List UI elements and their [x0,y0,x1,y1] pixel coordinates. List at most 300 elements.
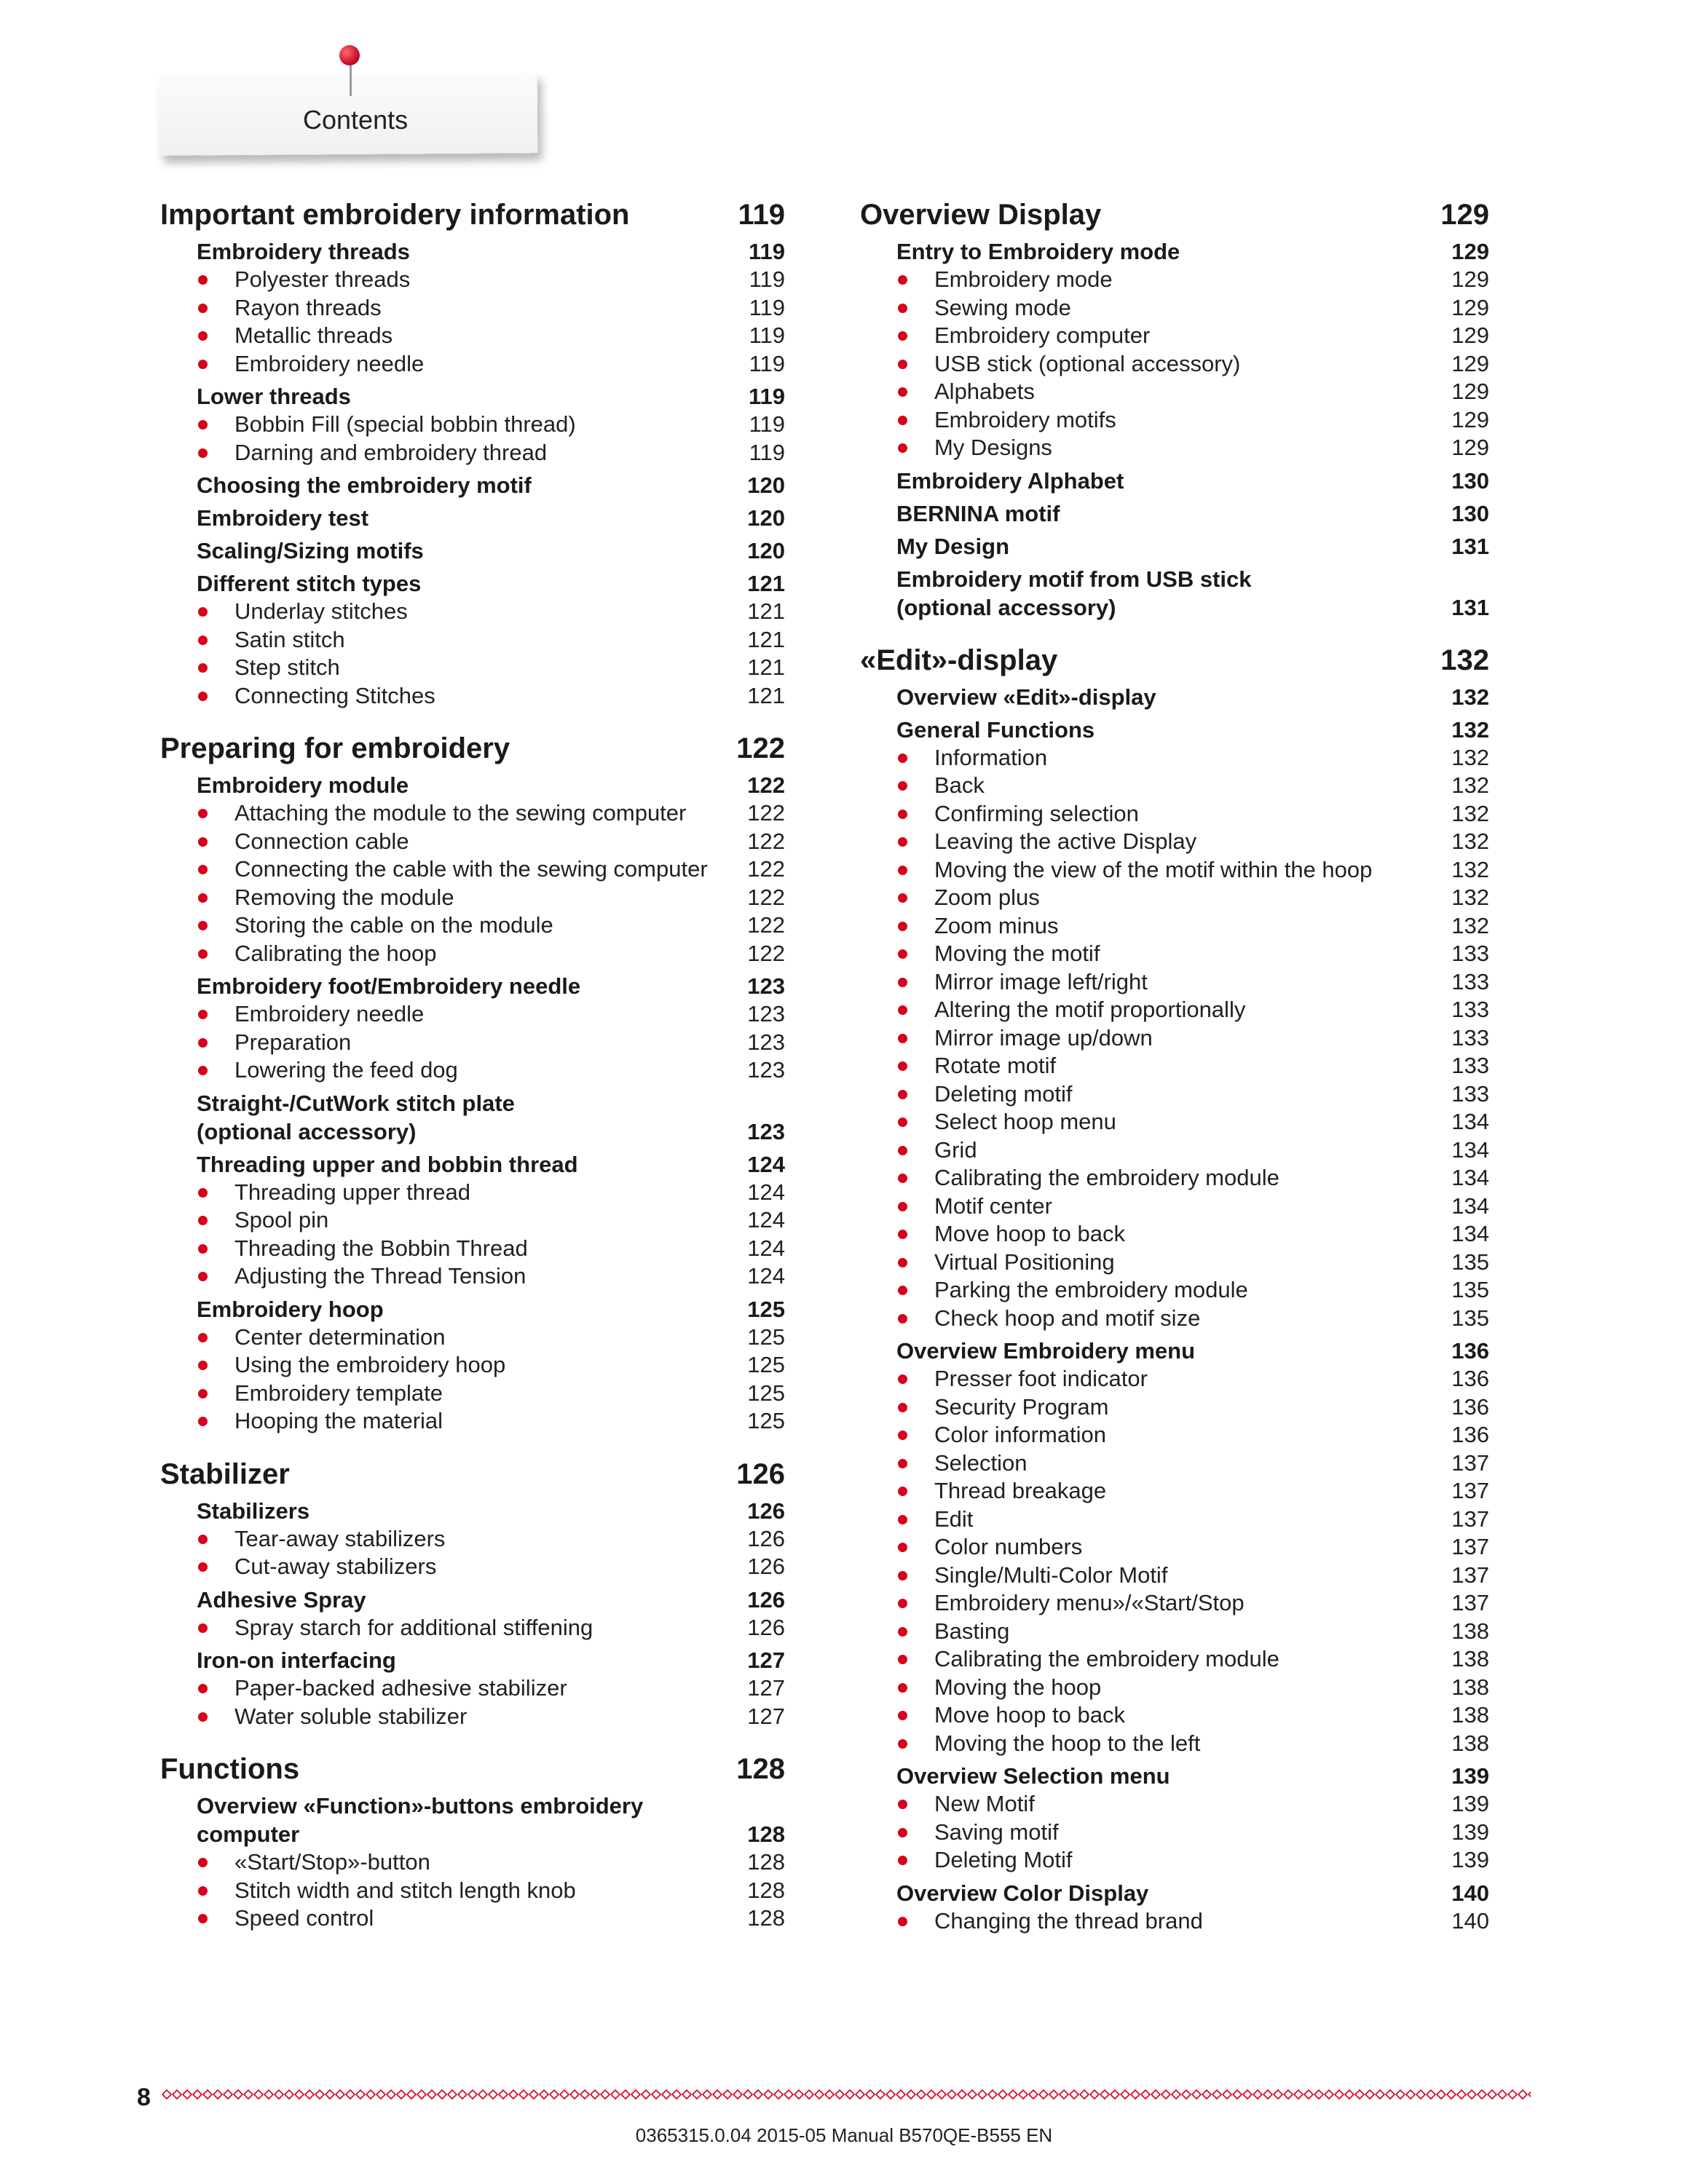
toc-entry[interactable] [197,654,785,682]
entry-text: Stitch width and stitch length knob [234,1877,576,1903]
subsection-title: Embroidery module [197,772,409,798]
bullet-icon [198,809,208,818]
toc-entry[interactable] [896,1164,1489,1192]
toc-entry[interactable] [896,1618,1489,1646]
toc-entry[interactable] [197,1904,785,1933]
toc-entry[interactable] [896,322,1489,350]
toc-entry[interactable] [896,434,1489,462]
bullet-icon [898,753,907,763]
entry-label [197,411,576,439]
entry-text: Paper-backed adhesive stabilizer [234,1675,567,1701]
toc-entry[interactable] [197,911,785,940]
toc-entry[interactable] [197,1351,785,1380]
entry-label [197,1407,443,1436]
entry-page: 134 [1451,1192,1489,1219]
toc-entry[interactable] [896,1701,1489,1730]
entry-page: 137 [1451,1478,1489,1503]
toc-subsection [197,1089,785,1146]
subsection-title: Embroidery Alphabet [896,467,1124,494]
subsection-heading[interactable] [197,1586,785,1614]
bullet-icon [898,837,907,847]
toc-subsection [197,972,785,1085]
entry-page: 136 [1451,1366,1489,1391]
bullet-icon [198,1188,208,1198]
bullet-icon [198,837,208,847]
entry-label [896,1249,1115,1277]
toc-entry[interactable] [197,322,785,350]
subsection-page: 119 [748,239,785,264]
toc-subsection [197,1497,785,1581]
toc-entry[interactable] [896,856,1489,885]
bullet-icon [898,1286,907,1295]
toc-entry[interactable] [197,598,785,626]
toc-entry[interactable] [197,1525,785,1554]
toc-entry[interactable] [197,940,785,968]
entry-label [197,1703,467,1731]
bullet-icon [198,304,208,313]
entry-text: Color numbers [934,1534,1083,1559]
subsection-page: 139 [1451,1763,1489,1789]
toc-entry[interactable] [896,1192,1489,1221]
entry-label [896,350,1240,379]
entry-label [896,1819,1059,1847]
entry-label [896,1645,1279,1674]
entry-text: Calibrating the hoop [234,940,437,966]
toc-entry[interactable] [197,1877,785,1905]
toc-entry[interactable] [896,1562,1489,1590]
bullet-icon [198,1886,208,1896]
entry-page: 134 [1451,1109,1489,1134]
subsection-title: Iron-on interfacing [197,1647,396,1673]
subsection-heading[interactable] [896,716,1489,744]
entry-page: 134 [1451,1165,1489,1190]
entry-page: 123 [747,1001,785,1026]
bullet-icon [898,387,907,397]
subsection-page: 129 [1451,239,1489,264]
subsection-heading[interactable] [896,1337,1489,1365]
toc-entry[interactable] [896,1052,1489,1080]
bullet-icon [198,275,208,285]
entry-label [197,1206,328,1235]
toc-entry[interactable] [197,799,785,828]
entry-text: Single/Multi-Color Motif [934,1562,1168,1588]
subsection-heading[interactable] [896,683,1489,711]
subsection-page: 140 [1451,1880,1489,1906]
subsection-title: Embroidery motif from USB stick (optional accessory) [896,566,1252,620]
toc-entry[interactable] [896,1393,1489,1422]
entry-label [197,1262,526,1291]
entry-text: Center determination [234,1324,446,1350]
toc-entry[interactable] [197,1029,785,1057]
toc-entry[interactable] [197,884,785,912]
bullet-icon [898,1403,907,1412]
toc-entry[interactable] [896,1305,1489,1333]
entry-page: 129 [1451,294,1489,320]
entry-page: 136 [1451,1422,1489,1447]
entry-label [896,378,1035,406]
toc-subsection [197,471,785,499]
toc-entry[interactable] [896,940,1489,968]
toc-entry[interactable] [896,1533,1489,1562]
entry-text: Zoom minus [934,912,1059,938]
bullet-icon [898,949,907,959]
section-page: 122 [736,732,785,764]
entry-label [896,1393,1108,1422]
entry-page: 128 [747,1905,785,1931]
toc-section [160,1751,785,1933]
entry-page: 126 [747,1554,785,1579]
subsection-heading[interactable] [896,1762,1489,1790]
entry-page: 133 [1451,997,1489,1022]
entry-text: Changing the thread brand [934,1907,1203,1934]
toc-entry[interactable] [197,855,785,884]
subsection-page: 122 [747,772,785,798]
subsection-title: Entry to Embroidery mode [896,239,1180,264]
bullet-icon [198,1272,208,1281]
toc-entry[interactable] [896,968,1489,997]
entry-text: Parking the embroidery module [934,1277,1248,1302]
subsection-heading[interactable] [896,1879,1489,1907]
bullet-icon [898,1711,907,1720]
entry-page: 119 [749,266,785,292]
toc-subsection [896,499,1489,528]
toc-section [160,197,785,710]
subsection-heading[interactable] [197,1792,785,1848]
entry-page: 136 [1451,1393,1489,1420]
entry-text: Motif center [934,1192,1052,1219]
toc-entry[interactable] [896,828,1489,856]
entry-text: Deleting Motif [934,1847,1073,1872]
subsection-page: 132 [1451,716,1489,743]
bullet-icon [898,922,907,931]
subsection-heading[interactable] [197,771,785,799]
bullet-icon [898,360,907,369]
entry-page: 126 [747,1525,785,1551]
toc-entry[interactable] [896,266,1489,294]
entry-text: Embroidery template [234,1380,443,1406]
toc-entry[interactable] [197,1674,785,1703]
toc-entry[interactable] [197,294,785,323]
subsection-heading[interactable] [197,1150,785,1179]
toc-entry[interactable] [896,884,1489,912]
entry-text: Calibrating the embroidery module [934,1646,1279,1671]
section-page: 128 [736,1753,785,1785]
bullet-icon [198,607,208,617]
toc-subsection [197,1586,785,1642]
subsection-heading[interactable] [197,237,785,266]
bullet-icon [898,1856,907,1865]
entry-label [197,911,553,940]
toc-entry[interactable] [197,350,785,379]
toc-entry[interactable] [896,912,1489,941]
entry-label [896,1449,1028,1478]
subsection-heading[interactable] [896,467,1489,495]
entry-label [896,1136,977,1165]
toc-entry[interactable] [896,1819,1489,1847]
entry-text: Rotate motif [934,1053,1057,1078]
page-number: 8 [137,2084,151,2111]
bullet-icon [898,1571,907,1580]
entry-text: Embroidery menu»/«Start/Stop [934,1590,1245,1615]
toc-entry[interactable] [197,266,785,294]
entry-text: Leaving the active Display [934,828,1197,854]
toc-subsection [896,683,1489,711]
toc-entry[interactable] [896,1136,1489,1165]
entry-label [896,1562,1167,1590]
entry-text: Zoom plus [934,885,1040,910]
toc-entry[interactable] [896,1249,1489,1277]
entry-text: Storing the cable on the module [234,912,553,938]
subsection-page: 131 [1451,533,1489,559]
toc-entry[interactable] [197,1056,785,1085]
entry-label [197,1553,436,1581]
subsection-page: 123 [747,973,785,999]
subsection-title: Threading upper and bobbin thread [197,1151,578,1177]
toc-entry[interactable] [197,1000,785,1029]
entry-text: New Motif [934,1791,1035,1816]
entry-page: 133 [1451,941,1489,966]
subsection-page: 128 [747,1821,785,1847]
toc-section [160,730,785,1436]
entry-label [197,1324,446,1352]
toc-entry[interactable] [896,1080,1489,1109]
entry-label [197,1235,528,1263]
bullet-icon [898,1487,907,1496]
entry-page: 138 [1451,1702,1489,1728]
entry-page: 133 [1451,1024,1489,1051]
bullet-icon [898,1828,907,1837]
toc-entry[interactable] [197,411,785,439]
subsection-heading[interactable] [896,499,1489,528]
subsection-heading[interactable] [197,1497,785,1525]
toc-entry[interactable] [896,1846,1489,1875]
subsection-heading[interactable] [197,471,785,499]
toc-right-column [860,197,1489,1955]
entry-page: 138 [1451,1618,1489,1644]
subsection-heading[interactable] [197,1646,785,1674]
entry-text: Embroidery mode [934,266,1113,292]
toc-entry[interactable] [896,1506,1489,1534]
subsection-heading[interactable] [197,504,785,532]
section-heading[interactable] [160,730,785,767]
toc-entry[interactable] [896,1730,1489,1758]
entry-label [197,940,436,968]
toc-entry[interactable] [197,626,785,654]
toc-entry[interactable] [896,1645,1489,1674]
bullet-icon [898,866,907,875]
bullet-icon [198,1010,208,1019]
toc-entry[interactable] [197,1380,785,1408]
entry-label [896,884,1040,912]
toc-entry[interactable] [197,1553,785,1581]
entry-page: 134 [1451,1136,1489,1163]
entry-label [896,968,1148,997]
entry-page: 122 [747,828,785,854]
toc-entry[interactable] [896,1449,1489,1478]
toc-entry[interactable] [197,1324,785,1352]
entry-label [896,1674,1101,1702]
toc-subsection [197,1792,785,1933]
bullet-icon [898,1034,907,1043]
toc-entry[interactable] [896,350,1489,379]
entry-page: 137 [1451,1534,1489,1559]
section-heading[interactable] [160,197,785,233]
toc-entry[interactable] [896,1421,1489,1449]
toc-entry[interactable] [197,1703,785,1731]
toc-entry[interactable] [896,800,1489,828]
bullet-icon [198,1244,208,1254]
toc-subsection [197,1150,785,1291]
entry-page: 129 [1451,266,1489,292]
subsection-page: 120 [747,505,785,531]
toc-subsection [896,565,1489,622]
subsection-page: 130 [1451,500,1489,526]
subsection-heading[interactable] [197,1295,785,1324]
toc-entry[interactable] [896,294,1489,323]
bullet-icon [198,893,208,903]
toc-entry[interactable] [896,1907,1489,1936]
entry-label [896,772,985,800]
section-heading[interactable] [160,1751,785,1787]
bullet-icon [898,1174,907,1183]
entry-page: 123 [747,1057,785,1083]
entry-text: Spool pin [234,1207,329,1233]
toc-entry[interactable] [197,828,785,856]
toc-entry[interactable] [197,1262,785,1291]
entry-label [896,856,1372,885]
entry-page: 135 [1451,1277,1489,1302]
toc-entry[interactable] [896,1276,1489,1305]
toc-entry[interactable] [896,406,1489,435]
subsection-heading[interactable] [896,532,1489,561]
entry-text: Bobbin Fill (special bobbin thread) [234,411,576,437]
bullet-icon [898,1314,907,1324]
toc-subsection [197,569,785,710]
toc-entry[interactable] [197,439,785,467]
toc-entry[interactable] [896,772,1489,800]
entry-text: Selection [934,1449,1028,1476]
subsection-heading[interactable] [197,1089,785,1146]
entry-text: Underlay stitches [234,598,408,624]
bullet-icon [198,1535,208,1544]
entry-label [197,1674,567,1703]
section-heading[interactable] [860,642,1489,678]
bullet-icon [898,1061,907,1071]
toc-entry[interactable] [896,1790,1489,1819]
toc-subsection [197,771,785,968]
entry-page: 124 [747,1179,785,1205]
subsection-title: Overview Color Display [896,1880,1149,1906]
subsection-heading[interactable] [197,537,785,565]
entry-text: Color information [934,1422,1107,1447]
subsection-heading[interactable] [197,569,785,598]
entry-text: Connecting Stitches [234,682,435,708]
toc-entry[interactable] [197,682,785,711]
entry-label [197,322,393,350]
pin-needle [350,64,352,96]
entry-label [197,439,547,467]
subsection-page: 127 [747,1647,785,1673]
subsection-heading[interactable] [197,972,785,1000]
entry-label [197,350,424,379]
entry-text: Altering the motif proportionally [934,997,1246,1022]
toc-entry[interactable] [197,1235,785,1263]
toc-entry[interactable] [896,1220,1489,1249]
entry-page: 132 [1451,828,1489,854]
entry-label [197,1525,445,1554]
subsection-title: Overview Selection menu [896,1763,1170,1789]
section-heading[interactable] [860,197,1489,233]
toc-entry[interactable] [197,1614,785,1642]
bullet-icon [898,1599,907,1608]
bullet-icon [198,1623,208,1633]
entry-page: 121 [747,626,785,652]
entry-page: 132 [1451,885,1489,910]
entry-label [896,1618,1009,1646]
toc-section [860,197,1489,622]
toc-entry[interactable] [197,1848,785,1877]
bullet-icon [898,1374,907,1384]
section-title: Overview Display [860,199,1102,231]
toc-entry[interactable] [896,1108,1489,1136]
entry-label [896,1052,1056,1080]
toc-subsection [896,467,1489,495]
entry-label [197,1904,374,1933]
entry-page: 119 [749,350,785,376]
toc-entry[interactable] [197,1206,785,1235]
bullet-icon [898,781,907,791]
subsection-heading[interactable] [896,565,1489,622]
bullet-icon [898,1090,907,1099]
toc-entry[interactable] [896,378,1489,406]
section-heading[interactable] [160,1456,785,1492]
toc-entry[interactable] [896,1589,1489,1618]
toc-entry[interactable] [197,1407,785,1436]
entry-text: Embroidery needle [234,350,425,376]
entry-page: 138 [1451,1730,1489,1756]
subsection-heading[interactable] [197,382,785,411]
page-title: Contents [303,105,409,135]
bullet-icon [198,1712,208,1722]
bullet-icon [898,1459,907,1468]
toc-entry[interactable] [896,1477,1489,1506]
subsection-heading[interactable] [896,237,1489,266]
toc-entry[interactable] [896,1024,1489,1053]
entry-page: 119 [749,439,785,465]
subsection-title: Scaling/Sizing motifs [197,538,424,563]
entry-page: 132 [1451,800,1489,826]
entry-page: 129 [1451,406,1489,432]
toc-entry[interactable] [896,1674,1489,1702]
toc-entry[interactable] [197,1179,785,1207]
subsection-page: 120 [747,538,785,563]
entry-label [197,1380,443,1408]
entry-label [896,828,1196,856]
bullet-icon [898,1655,907,1664]
toc-entry[interactable] [896,1365,1489,1393]
section-page: 132 [1440,644,1489,676]
toc-entry[interactable] [896,996,1489,1024]
entry-text: Embroidery computer [934,323,1151,348]
subsection-title: Choosing the embroidery motif [197,472,532,498]
section-title: «Edit»-display [860,644,1058,676]
toc-entry[interactable] [896,744,1489,772]
section-title: Important embroidery information [160,199,630,231]
entry-page: 133 [1451,1053,1489,1078]
entry-page: 124 [747,1263,785,1289]
section-page: 119 [738,199,785,231]
bullet-icon [898,1117,907,1127]
